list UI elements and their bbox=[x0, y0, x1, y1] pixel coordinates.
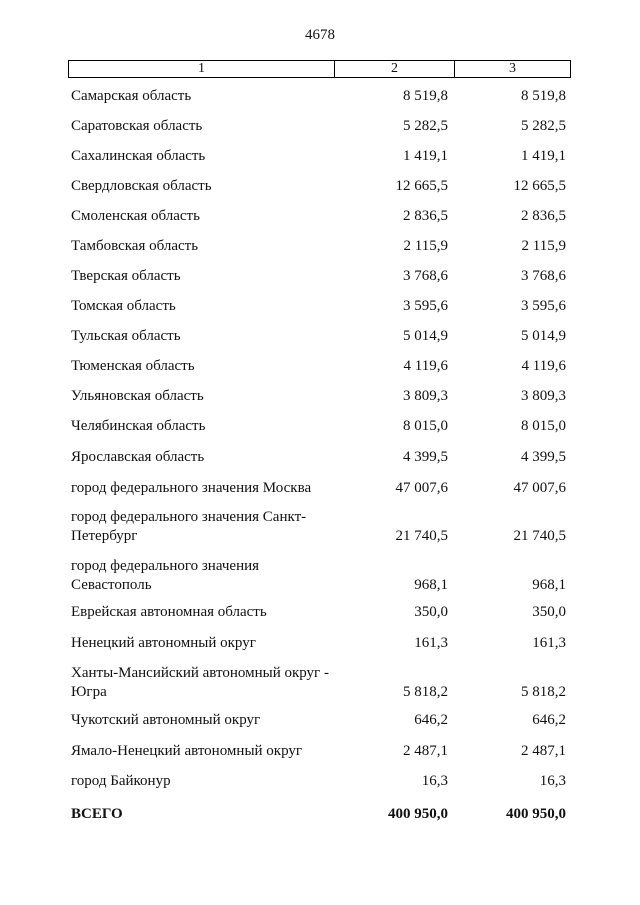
value-col-3: 8 519,8 bbox=[521, 88, 566, 104]
region-name: Еврейская автономная область bbox=[71, 604, 267, 620]
value-col-3: 4 399,5 bbox=[521, 449, 566, 465]
region-name: Томская область bbox=[71, 298, 176, 314]
region-name: Тюменская область bbox=[71, 358, 195, 374]
value-col-2: 21 740,5 bbox=[395, 528, 448, 544]
region-name: Тульская область bbox=[71, 328, 181, 344]
value-col-3: 4 119,6 bbox=[521, 358, 566, 374]
region-name: Смоленская область bbox=[71, 208, 200, 224]
value-col-2: 8 015,0 bbox=[403, 418, 448, 434]
region-name: Челябинская область bbox=[71, 418, 206, 434]
value-col-2: 3 768,6 bbox=[403, 268, 448, 284]
value-col-3: 3 809,3 bbox=[521, 388, 566, 404]
value-col-3: 2 115,9 bbox=[521, 238, 566, 254]
value-col-3: 5 818,2 bbox=[521, 684, 566, 700]
value-col-3: 47 007,6 bbox=[513, 480, 566, 496]
page-number: 4678 bbox=[305, 27, 335, 43]
region-name: Ямало-Ненецкий автономный округ bbox=[71, 743, 303, 759]
value-col-3: 646,2 bbox=[532, 712, 566, 728]
value-col-2: 4 399,5 bbox=[403, 449, 448, 465]
value-col-2: 400 950,0 bbox=[388, 806, 448, 822]
value-col-2: 4 119,6 bbox=[403, 358, 448, 374]
region-name: Ненецкий автономный округ bbox=[71, 635, 256, 651]
header-col-1: 1 bbox=[69, 61, 335, 77]
value-col-3: 16,3 bbox=[539, 773, 566, 789]
value-col-3: 400 950,0 bbox=[506, 806, 566, 822]
value-col-2: 646,2 bbox=[414, 712, 448, 728]
region-name: Сахалинская область bbox=[71, 148, 206, 164]
region-name: Ульяновская область bbox=[71, 388, 204, 404]
value-col-3: 5 014,9 bbox=[521, 328, 566, 344]
value-col-2: 47 007,6 bbox=[395, 480, 448, 496]
value-col-3: 2 487,1 bbox=[521, 743, 566, 759]
region-name: Свердловская область bbox=[71, 178, 212, 194]
value-col-3: 3 595,6 bbox=[521, 298, 566, 314]
region-name: Ярославская область bbox=[71, 449, 205, 465]
region-name: город Байконур bbox=[71, 773, 171, 789]
region-name: Тверская область bbox=[71, 268, 181, 284]
value-col-3: 1 419,1 bbox=[521, 148, 566, 164]
header-col-3: 3 bbox=[509, 61, 516, 76]
value-col-2: 8 519,8 bbox=[403, 88, 448, 104]
region-name: ВСЕГО bbox=[71, 806, 123, 822]
value-col-2: 350,0 bbox=[414, 604, 448, 620]
value-col-2: 1 419,1 bbox=[403, 148, 448, 164]
value-col-3: 3 768,6 bbox=[521, 268, 566, 284]
value-col-2: 968,1 bbox=[414, 577, 448, 593]
value-col-2: 5 818,2 bbox=[403, 684, 448, 700]
value-col-2: 16,3 bbox=[421, 773, 448, 789]
value-col-2: 5 014,9 bbox=[403, 328, 448, 344]
value-col-2: 2 115,9 bbox=[403, 238, 448, 254]
value-col-3: 968,1 bbox=[532, 577, 566, 593]
value-col-2: 161,3 bbox=[414, 635, 448, 651]
value-col-3: 2 836,5 bbox=[521, 208, 566, 224]
value-col-3: 5 282,5 bbox=[521, 118, 566, 134]
value-col-2: 3 595,6 bbox=[403, 298, 448, 314]
value-col-3: 350,0 bbox=[532, 604, 566, 620]
value-col-3: 8 015,0 bbox=[521, 418, 566, 434]
region-name: Самарская область bbox=[71, 88, 192, 104]
value-col-2: 2 487,1 bbox=[403, 743, 448, 759]
region-name: Тамбовская область bbox=[71, 238, 199, 254]
value-col-3: 161,3 bbox=[532, 635, 566, 651]
value-col-2: 3 809,3 bbox=[403, 388, 448, 404]
region-name: Ханты-Мансийский автономный округ - Югра bbox=[71, 665, 329, 700]
value-col-2: 12 665,5 bbox=[395, 178, 448, 194]
value-col-2: 2 836,5 bbox=[403, 208, 448, 224]
region-name: город федерального значения Москва bbox=[71, 480, 312, 496]
value-col-3: 21 740,5 bbox=[513, 528, 566, 544]
region-name: город федерального значения Севастополь bbox=[71, 558, 260, 593]
header-col-2: 2 bbox=[335, 61, 455, 77]
value-col-3: 12 665,5 bbox=[513, 178, 566, 194]
value-col-2: 5 282,5 bbox=[403, 118, 448, 134]
region-name: Чукотский автономный округ bbox=[71, 712, 261, 728]
region-name: Саратовская область bbox=[71, 118, 203, 134]
region-name: город федерального значения Санкт-Петербург bbox=[71, 509, 307, 544]
table-header bbox=[68, 60, 571, 78]
